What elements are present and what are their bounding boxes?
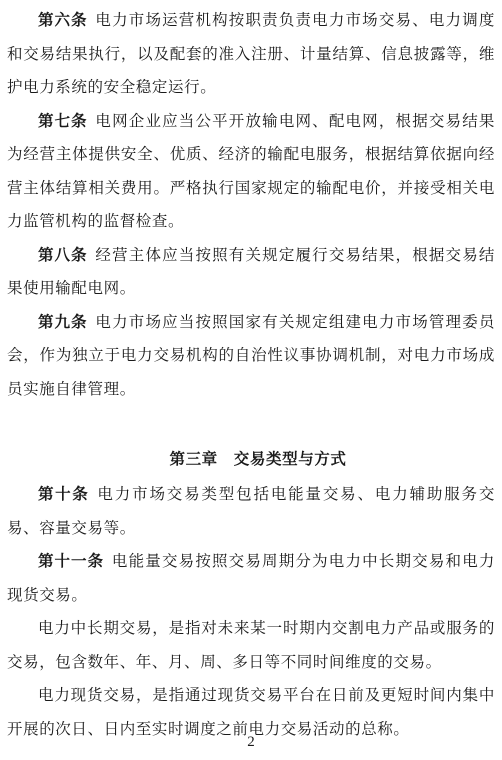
- chapter-number: 第三章: [169, 450, 218, 468]
- article-text: 经营主体应当按照有关规定履行交易结果，根据交易结果使用输配电网。: [7, 245, 495, 297]
- article-label: 第七条: [38, 111, 88, 130]
- paragraph-medium-long-term: 电力中长期交易，是指对未来某一时期内交割电力产品或服务的交易，包含数年、年、月、周、多日等不同时间维度的交易。: [7, 619, 495, 671]
- article-label: 第九条: [38, 312, 88, 331]
- article-10: [7, 478, 495, 545]
- document-body: [7, 4, 495, 746]
- chapter-title: 交易类型与方式: [233, 450, 347, 468]
- article-11: [7, 545, 495, 612]
- article-text: 电力市场交易类型包括电能量交易、电力辅助服务交易、容量交易等。: [7, 485, 495, 537]
- article-6: [7, 4, 495, 105]
- article-label: 第十条: [38, 485, 90, 503]
- article-8: [7, 239, 495, 306]
- paragraph-spot-trading: 电力现货交易，是指通过现货交易平台在日前及更短时间内集中开展的次日、日内至实时调度之前电力交易活动的总称。: [7, 686, 495, 738]
- article-text: 电网企业应当公平开放输电网、配电网，根据交易结果为经营主体提供安全、优质、经济的输配电服务，根据结算依据向经营主体结算相关费用。严格执行国家规定的输配电价，并接受相关电力监管机构的监督检查。: [7, 111, 495, 230]
- article-label: 第八条: [38, 245, 88, 264]
- article-label: 第十一条: [38, 552, 104, 570]
- article-label: 第六条: [38, 11, 88, 29]
- article-9: [7, 306, 495, 407]
- article-text: 电能量交易按照交易周期分为电力中长期交易和电力现货交易。: [7, 552, 495, 604]
- article-7: [7, 105, 495, 239]
- article-text: 电力市场运营机构按职责负责电力市场交易、电力调度和交易结果执行，以及配套的准入注册、计量结算、信息披露等，维护电力系统的安全稳定运行。: [7, 11, 495, 96]
- page-number: 2: [247, 734, 255, 750]
- article-text: 电力市场应当按照国家有关规定组建电力市场管理委员会，作为独立于电力交易机构的自治性议事协调机制，对电力市场成员实施自律管理。: [7, 312, 495, 398]
- chapter-heading: [7, 444, 495, 474]
